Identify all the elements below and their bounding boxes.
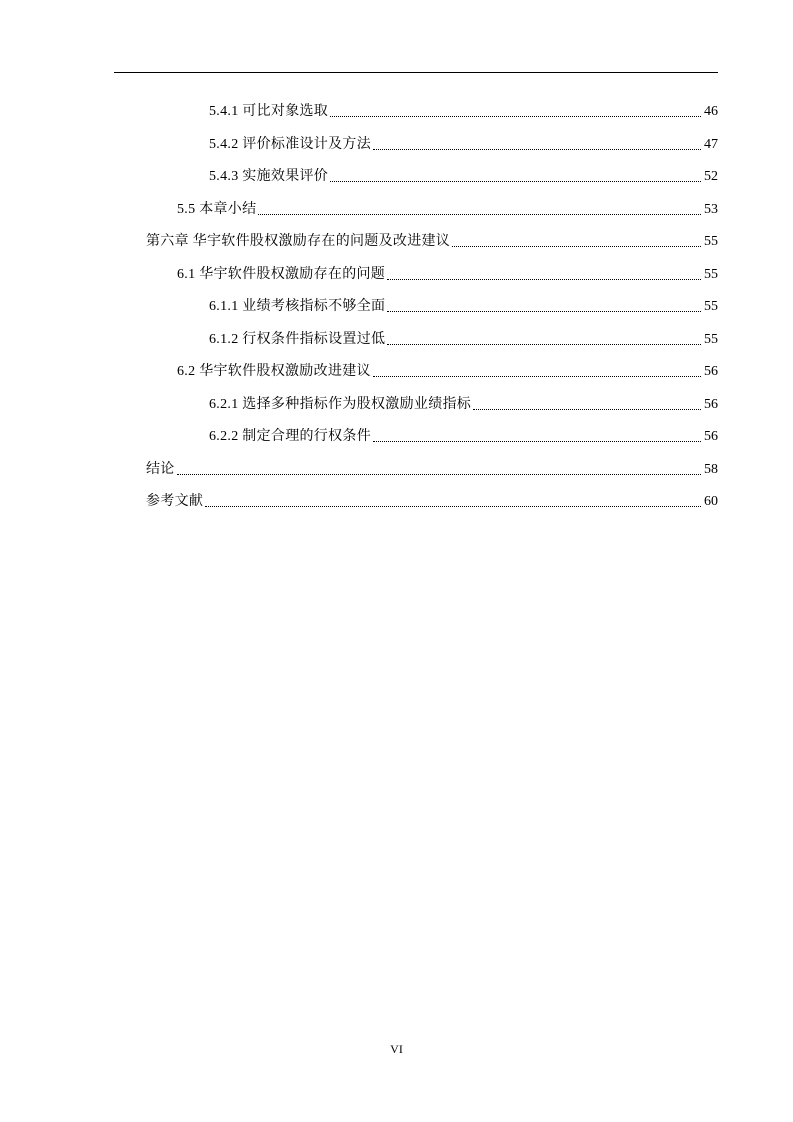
toc-entry-chapter-6[interactable] (146, 229, 718, 251)
toc-entry-page: 56 (704, 429, 718, 444)
toc-entry-label: 第六章 华宇软件股权激励存在的问题及改进建议 (146, 234, 451, 249)
toc-entry-page: 47 (704, 137, 718, 152)
toc-entry-6-1[interactable] (177, 262, 718, 284)
dot-leader (177, 474, 701, 475)
dot-leader (387, 344, 701, 345)
toc-entry-6-2-2[interactable] (209, 424, 718, 446)
dot-leader (387, 279, 701, 280)
toc-entry-label: 5.4.2 评价标准设计及方法 (209, 137, 371, 152)
toc-entry-page: 56 (704, 364, 718, 379)
toc-entry-conclusion[interactable] (146, 457, 718, 479)
dot-leader (330, 116, 701, 117)
toc-entry-page: 55 (704, 267, 718, 282)
dot-leader (452, 246, 701, 247)
dot-leader (373, 149, 701, 150)
toc-entry-page: 46 (704, 104, 718, 119)
toc-entry-label: 6.2 华宇软件股权激励改进建议 (177, 364, 371, 379)
toc-entry-label: 参考文献 (146, 494, 204, 509)
toc-entry-page: 52 (704, 169, 718, 184)
toc-entry-5-4-2[interactable] (209, 132, 718, 154)
toc-entry-label: 6.1.2 行权条件指标设置过低 (209, 332, 386, 347)
toc-entry-label: 6.2.2 制定合理的行权条件 (209, 429, 371, 444)
dot-leader (473, 409, 701, 410)
toc-entry-6-2[interactable] (177, 359, 718, 381)
toc-entry-label: 5.4.1 可比对象选取 (209, 104, 329, 119)
toc-entry-page: 56 (704, 397, 718, 412)
toc-entry-label: 6.2.1 选择多种指标作为股权激励业绩指标 (209, 397, 472, 412)
toc-entry-page: 55 (704, 299, 718, 314)
toc-entry-page: 55 (704, 332, 718, 347)
page-number: VI (390, 1042, 403, 1056)
toc-entry-label: 6.1 华宇软件股权激励存在的问题 (177, 267, 386, 282)
toc-entry-page: 55 (704, 234, 718, 249)
dot-leader (387, 311, 701, 312)
dot-leader (258, 214, 701, 215)
toc-entry-page: 60 (704, 494, 718, 509)
toc-entry-6-2-1[interactable] (209, 392, 718, 414)
toc-entry-page: 53 (704, 202, 718, 217)
toc-entry-6-1-2[interactable] (209, 327, 718, 349)
toc-entry-page: 58 (704, 462, 718, 477)
toc-entry-label: 5.4.3 实施效果评价 (209, 169, 329, 184)
dot-leader (373, 441, 701, 442)
dot-leader (330, 181, 701, 182)
toc-entry-label: 结论 (146, 462, 175, 477)
toc-entry-5-4-3[interactable] (209, 164, 718, 186)
toc-entry-label: 6.1.1 业绩考核指标不够全面 (209, 299, 386, 314)
toc-entry-6-1-1[interactable] (209, 294, 718, 316)
dot-leader (373, 376, 701, 377)
toc-entry-5-4-1[interactable] (209, 99, 718, 121)
dot-leader (205, 506, 701, 507)
toc-entry-5-5[interactable] (177, 197, 718, 219)
toc-entry-references[interactable] (146, 489, 718, 511)
toc-entry-label: 5.5 本章小结 (177, 202, 257, 217)
